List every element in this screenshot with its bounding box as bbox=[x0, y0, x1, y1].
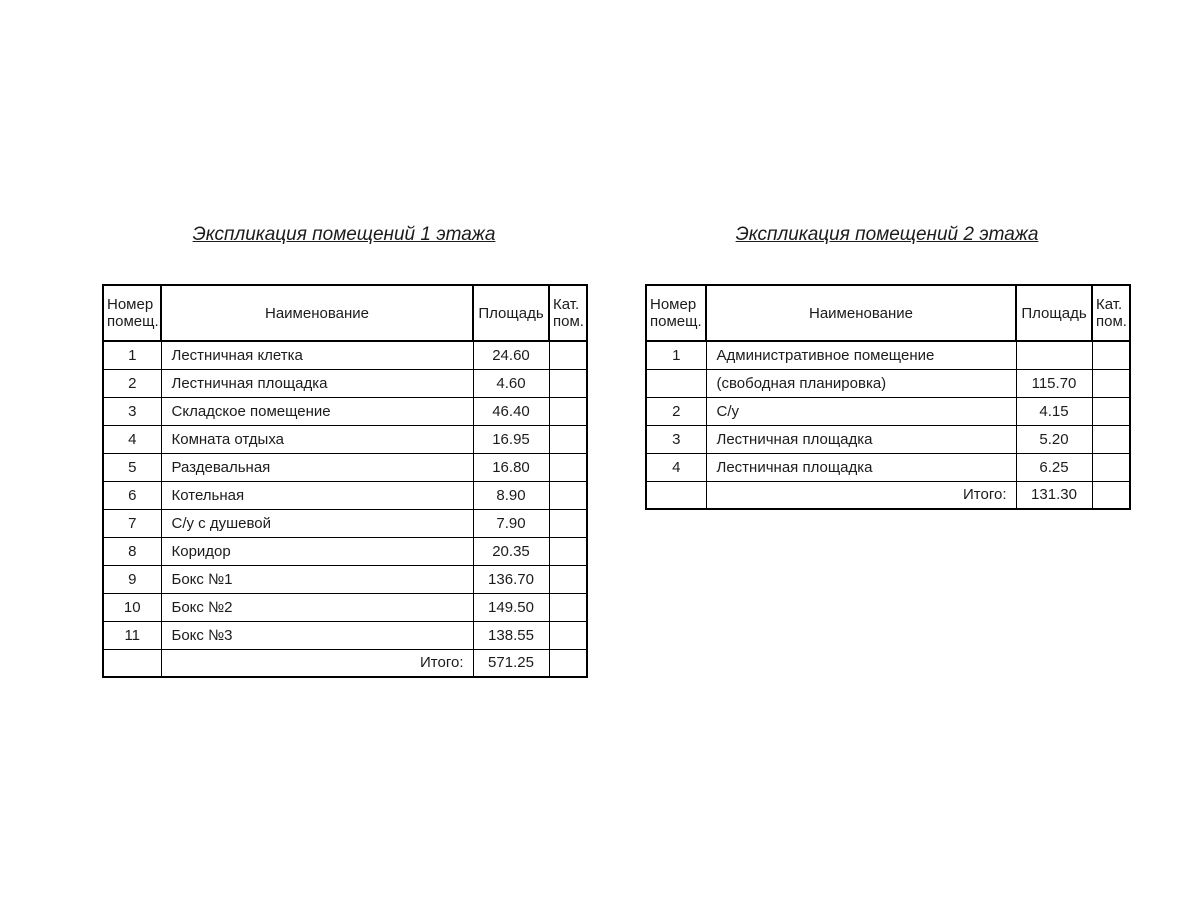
header-room-area: Площадь bbox=[1016, 285, 1092, 341]
cell-room-category bbox=[549, 481, 587, 509]
cell-room-area: 136.70 bbox=[473, 565, 549, 593]
cell-room-number: 1 bbox=[103, 341, 161, 369]
total-empty-number-cell bbox=[103, 649, 161, 677]
table-row bbox=[103, 425, 587, 453]
table-row bbox=[103, 509, 587, 537]
header-room-number-line1: Номер bbox=[107, 296, 154, 313]
cell-room-category bbox=[549, 509, 587, 537]
cell-room-number: 9 bbox=[103, 565, 161, 593]
cell-room-number: 2 bbox=[103, 369, 161, 397]
floor2-table-header bbox=[646, 285, 1130, 341]
cell-room-number: 3 bbox=[646, 425, 706, 453]
cell-room-area: 46.40 bbox=[473, 397, 549, 425]
header-row bbox=[646, 285, 1130, 341]
header-room-category-line1: Кат. bbox=[553, 296, 580, 313]
cell-room-name: Лестничная площадка bbox=[706, 453, 1016, 481]
cell-room-area: 138.55 bbox=[473, 621, 549, 649]
floor2-table-body bbox=[646, 341, 1130, 481]
table-row bbox=[646, 397, 1130, 425]
table-row bbox=[103, 369, 587, 397]
cell-room-number: 3 bbox=[103, 397, 161, 425]
cell-room-name: Комната отдыха bbox=[161, 425, 473, 453]
cell-room-category bbox=[1092, 425, 1130, 453]
table-row bbox=[103, 453, 587, 481]
cell-room-number: 6 bbox=[103, 481, 161, 509]
cell-room-number: 11 bbox=[103, 621, 161, 649]
floor1-table-footer bbox=[103, 649, 587, 677]
header-room-area: Площадь bbox=[473, 285, 549, 341]
cell-room-category bbox=[549, 565, 587, 593]
table-row bbox=[646, 425, 1130, 453]
cell-room-area bbox=[1016, 341, 1092, 369]
cell-room-number: 7 bbox=[103, 509, 161, 537]
floor1-table-body bbox=[103, 341, 587, 649]
cell-room-area: 5.20 bbox=[1016, 425, 1092, 453]
cell-room-number: 10 bbox=[103, 593, 161, 621]
header-row bbox=[103, 285, 587, 341]
cell-room-number: 2 bbox=[646, 397, 706, 425]
header-room-number bbox=[103, 285, 161, 341]
header-room-number-line2: помещ. bbox=[107, 313, 159, 330]
cell-room-name: Котельная bbox=[161, 481, 473, 509]
cell-room-name: Лестничная клетка bbox=[161, 341, 473, 369]
cell-room-name: С/у с душевой bbox=[161, 509, 473, 537]
total-row bbox=[646, 481, 1130, 509]
cell-room-area: 115.70 bbox=[1016, 369, 1092, 397]
cell-room-category bbox=[549, 425, 587, 453]
cell-room-number: 5 bbox=[103, 453, 161, 481]
total-label: Итого: bbox=[706, 481, 1016, 509]
floor1-section bbox=[102, 221, 586, 678]
cell-room-number bbox=[646, 369, 706, 397]
header-room-category bbox=[549, 285, 587, 341]
cell-room-category bbox=[549, 341, 587, 369]
total-row bbox=[103, 649, 587, 677]
cell-room-category bbox=[1092, 341, 1130, 369]
cell-room-area: 24.60 bbox=[473, 341, 549, 369]
cell-room-area: 7.90 bbox=[473, 509, 549, 537]
floor1-explication-table bbox=[102, 284, 588, 678]
floor1-table-header bbox=[103, 285, 587, 341]
header-room-name: Наименование bbox=[706, 285, 1016, 341]
cell-room-area: 149.50 bbox=[473, 593, 549, 621]
cell-room-number: 8 bbox=[103, 537, 161, 565]
table-row bbox=[646, 453, 1130, 481]
cell-room-area: 20.35 bbox=[473, 537, 549, 565]
table-row bbox=[103, 537, 587, 565]
cell-room-name: Бокс №2 bbox=[161, 593, 473, 621]
total-empty-category-cell bbox=[1092, 481, 1130, 509]
floor2-title: Экспликация помещений 2 этажа bbox=[735, 224, 1039, 245]
total-value: 571.25 bbox=[473, 649, 549, 677]
cell-room-name: Лестничная площадка bbox=[161, 369, 473, 397]
table-row bbox=[103, 341, 587, 369]
header-room-category-line1: Кат. bbox=[1096, 296, 1123, 313]
cell-room-name: С/у bbox=[706, 397, 1016, 425]
cell-room-area: 16.80 bbox=[473, 453, 549, 481]
table-row bbox=[103, 397, 587, 425]
header-room-category-line2: пом. bbox=[1096, 313, 1127, 330]
cell-room-name: Коридор bbox=[161, 537, 473, 565]
cell-room-name: Бокс №3 bbox=[161, 621, 473, 649]
cell-room-name: Складское помещение bbox=[161, 397, 473, 425]
table-row bbox=[103, 481, 587, 509]
cell-room-category bbox=[549, 621, 587, 649]
cell-room-category bbox=[549, 537, 587, 565]
total-empty-category-cell bbox=[549, 649, 587, 677]
table-row bbox=[103, 621, 587, 649]
floor2-table-footer bbox=[646, 481, 1130, 509]
table-row bbox=[103, 593, 587, 621]
cell-room-area: 6.25 bbox=[1016, 453, 1092, 481]
cell-room-area: 4.60 bbox=[473, 369, 549, 397]
total-value: 131.30 bbox=[1016, 481, 1092, 509]
cell-room-area: 4.15 bbox=[1016, 397, 1092, 425]
total-empty-number-cell bbox=[646, 481, 706, 509]
cell-room-area: 16.95 bbox=[473, 425, 549, 453]
cell-room-name: Лестничная площадка bbox=[706, 425, 1016, 453]
cell-room-category bbox=[1092, 397, 1130, 425]
cell-room-category bbox=[549, 369, 587, 397]
header-room-name: Наименование bbox=[161, 285, 473, 341]
table-row bbox=[646, 341, 1130, 369]
cell-room-name: (свободная планировка) bbox=[706, 369, 1016, 397]
table-row bbox=[646, 369, 1130, 397]
cell-room-category bbox=[549, 593, 587, 621]
cell-room-name: Раздевальная bbox=[161, 453, 473, 481]
header-room-category bbox=[1092, 285, 1130, 341]
header-room-number-line2: помещ. bbox=[650, 313, 702, 330]
header-room-number bbox=[646, 285, 706, 341]
header-room-number-line1: Номер bbox=[650, 296, 697, 313]
floor2-section bbox=[645, 221, 1129, 510]
cell-room-number: 1 bbox=[646, 341, 706, 369]
total-label: Итого: bbox=[161, 649, 473, 677]
cell-room-name: Бокс №1 bbox=[161, 565, 473, 593]
cell-room-number: 4 bbox=[646, 453, 706, 481]
cell-room-category bbox=[1092, 453, 1130, 481]
cell-room-number: 4 bbox=[103, 425, 161, 453]
cell-room-area: 8.90 bbox=[473, 481, 549, 509]
floor2-explication-table bbox=[645, 284, 1131, 510]
cell-room-category bbox=[1092, 369, 1130, 397]
cell-room-name: Административное помещение bbox=[706, 341, 1016, 369]
table-row bbox=[103, 565, 587, 593]
cell-room-category bbox=[549, 397, 587, 425]
header-room-category-line2: пом. bbox=[553, 313, 584, 330]
floor1-title: Экспликация помещений 1 этажа bbox=[192, 224, 496, 245]
cell-room-category bbox=[549, 453, 587, 481]
